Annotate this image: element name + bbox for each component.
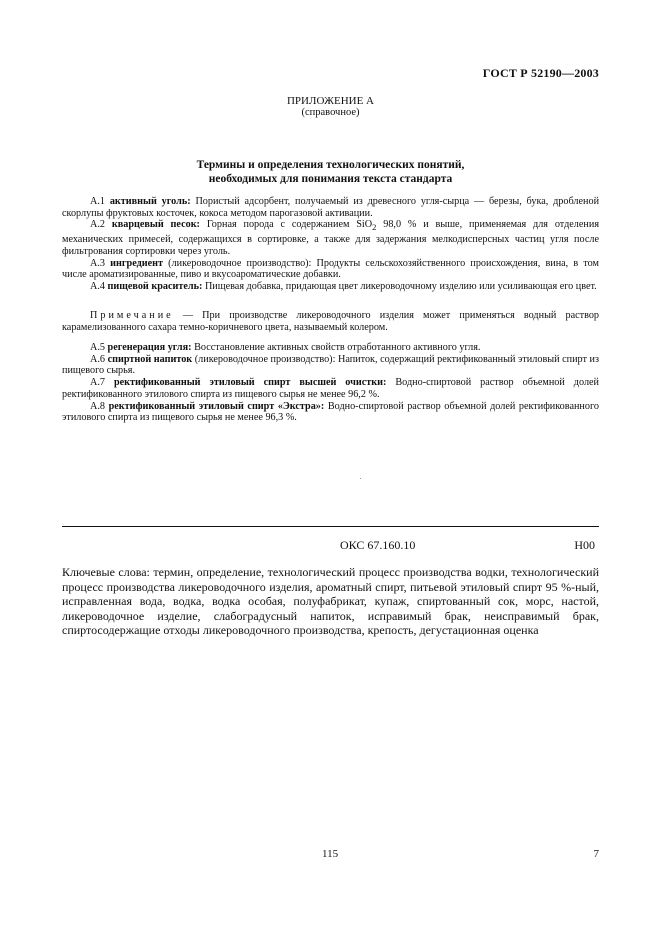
annex-block: [0, 95, 661, 119]
definitions-list-2: [62, 342, 599, 424]
definition-number: А.6: [90, 353, 105, 365]
definition-number: А.7: [90, 377, 105, 389]
definition-item: [62, 219, 599, 257]
definition-item: [62, 196, 599, 219]
definition-item: [62, 258, 599, 281]
section-heading: [0, 158, 661, 186]
definition-term: кварцевый песок:: [111, 219, 200, 231]
definition-number: А.8: [90, 400, 105, 412]
definition-text: Пищевая добавка, придающая цвет ликероводочному изделию или усиливающая его цвет.: [204, 280, 597, 292]
classification-code: Н00: [574, 538, 595, 552]
separator-rule: [62, 526, 599, 527]
definition-number: А.3: [90, 257, 105, 269]
sheet-number: 7: [593, 848, 599, 860]
definition-item: [62, 377, 599, 400]
standard-number: ГОСТ Р 52190—2003: [482, 66, 599, 80]
definition-number: А.1: [90, 196, 105, 207]
keywords-paragraph: Ключевые слова: термин, определение, технологический процесс производства водки, технологический процесс производства ликероводочного изделия, ароматный спирт, питьевой этиловый спирт 95 %-ный, исправленная вода, водка, водка особая, полуфабрикат, купаж, спиртованный сок, морс, настой, ликероводочное изделие, слабоградусный напиток, исправимый брак, неисправимый брак, спиртосодержащие отходы ликероводочного производства, крепость, дегустационная оценка: [62, 565, 599, 638]
subscript: 2: [372, 222, 377, 233]
heading-line-2: необходимых для понимания текста стандарта: [208, 173, 453, 185]
definition-text: (ликероводочное производство): Продукты сельскохозяйственного происхождения, вина, в том числе ароматизированные, пиво и вкусоароматические добавки.: [62, 257, 599, 281]
note-label: Примечание: [90, 310, 174, 321]
definition-term: спиртной напиток: [107, 353, 193, 365]
definition-text: Восстановление активных свойств отработанного активного угля.: [194, 342, 481, 353]
scan-speck: [360, 478, 361, 479]
definition-item: [62, 281, 599, 293]
heading-line-1: Термины и определения технологических понятий,: [196, 159, 465, 171]
definition-text: Водно-спиртовой раствор объемной долей ректификованного этилового спирта из пищевого сырья не менее 96,2 %.: [62, 377, 600, 400]
definition-text: (ликероводочное производство): Напиток, содержащий ректификованный этиловый спирт из пищевого сырья.: [62, 353, 599, 377]
definition-term: ингредиент: [110, 257, 163, 269]
definition-term: регенерация угля:: [107, 342, 192, 353]
definition-term: ректификованный этиловый спирт «Экстра»:: [108, 400, 325, 412]
definition-number: А.5: [90, 342, 105, 353]
definition-text: Горная порода с содержанием SiO: [206, 219, 373, 231]
note-paragraph: [62, 310, 599, 333]
definition-term: пищевой краситель:: [107, 280, 203, 292]
definition-text: Пористый адсорбент, получаемый из древесного угля-сырца — березы, бука, дробленой скорлупы фруктовых косточек, кокоса методом парогазовой активации.: [62, 196, 600, 219]
definition-number: А.4: [90, 280, 105, 292]
annex-subtitle: (справочное): [301, 107, 360, 118]
note-text: — При производстве ликероводочного изделия может применяться водный раствор карамелизованного сахара темно-коричневого цвета, называемый колером.: [62, 310, 600, 333]
definition-term: ректификованный этиловый спирт высшей очистки:: [113, 377, 387, 389]
page-number: 115: [322, 848, 339, 860]
oks-code: ОКС 67.160.10: [340, 538, 416, 552]
definition-term: активный уголь:: [109, 196, 191, 207]
definition-item: [62, 342, 599, 354]
definitions-list: [62, 196, 599, 293]
definition-text: 98,0 % и выше, применяемая для отделения механических примесей, содержащихся в сортировке, а также для задержания мелкодисперсных частиц угля после фильтрования сортировки через уголь.: [62, 219, 600, 257]
definition-item: [62, 401, 599, 424]
annex-title: ПРИЛОЖЕНИЕ А: [286, 95, 374, 107]
definition-item: [62, 354, 599, 377]
definition-text: Водно-спиртовой раствор объемной долей ректификованного этилового спирта из пищевого сырья не менее 96,3 %.: [62, 400, 599, 424]
definition-number: А.2: [90, 219, 105, 231]
